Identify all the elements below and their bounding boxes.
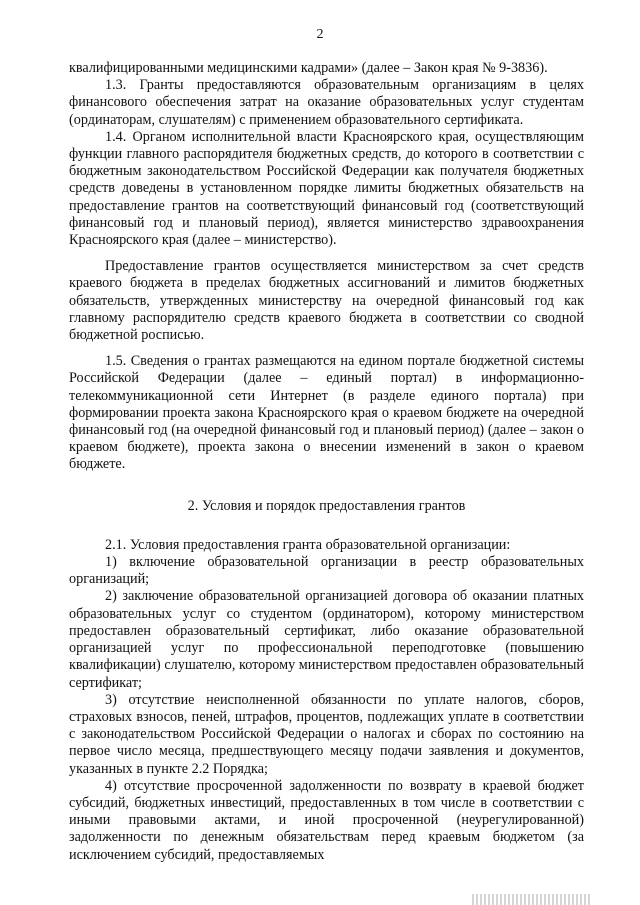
condition-item-3: 3) отсутствие неисполненной обязанности по уплате налогов, сборов, страховых взносов, пеней, штрафов, процентов, подлежащих уплате в соответствии с законодательством Российской Федерации о налогах и сборах по состоянию на первое число месяца, предшествующего месяцу подачи заявления и документов, указанных в пункте 2.2 Порядка; bbox=[69, 691, 584, 777]
condition-item-2: 2) заключение образовательной организацией договора об оказании платных образовательных услуг со студентом (ординатором), которому министерством предоставлен образовательный сертификат, либо оказание образовательной организацией услуг по профессиональной переподготовке (повышению квалификации) слушателю, которому министерством предоставлен образовательный сертификат; bbox=[69, 588, 584, 691]
document-body bbox=[69, 60, 584, 864]
condition-item-1: 1) включение образовательной организации в реестр образовательных организаций; bbox=[69, 554, 584, 588]
paragraph-1-4: 1.4. Органом исполнительной власти Красноярского края, осуществляющим функции главного распорядителя бюджетных средств, до которого в соответствии с бюджетным законодательством Российской Федерации как получателя бюджетных средств доведены в установленном порядке лимиты бюджетных обязательств на предоставление грантов на соответствующий финансовый год (соответствующий финансовый год и плановый период), является министерство здравоохранения Красноярского края (далее – министерство). bbox=[69, 128, 584, 249]
footer-stamp-mark bbox=[472, 894, 592, 905]
paragraph-continuation: квалифицированными медицинскими кадрами» (далее – Закон края № 9-3836). bbox=[69, 60, 548, 76]
paragraph-1-5: 1.5. Сведения о грантах размещаются на едином портале бюджетной системы Российской Федерации (далее – единый портал) в информационно-телекоммуникационной сети Интернет (в разделе единого портала) при формировании проекта закона Красноярского края о краевом бюджете на очередной финансовый год (на очередной финансовый год и плановый период) (далее – закон о краевом бюджете), проекта закона о внесении изменений в закон о краевом бюджете. bbox=[69, 353, 584, 473]
section-heading: 2. Условия и порядок предоставления грантов bbox=[187, 497, 466, 514]
condition-item-4: 4) отсутствие просроченной задолженности по возврату в краевой бюджет субсидий, бюджетных инвестиций, предоставленных в том числе в соответствии с иными правовыми актами, и иной просроченной (неурегулированной) задолженности по денежным обязательствам перед краевым бюджетом (за исключением субсидий, предоставляемых bbox=[69, 777, 584, 863]
paragraph-1-3: 1.3. Гранты предоставляются образовательным организациям в целях финансового обеспечения затрат на оказание образовательных услуг студентам (ординаторам, слушателям) с применением образовательного сертификата. bbox=[69, 77, 584, 128]
page-number: 2 bbox=[316, 27, 324, 42]
paragraph-2-1: 2.1. Условия предоставления гранта образовательной организации: bbox=[105, 536, 511, 553]
paragraph-grants-funding: Предоставление грантов осуществляется министерством за счет средств краевого бюджета в пределах бюджетных ассигнований и лимитов бюджетных обязательств, утвержденных министерству на очередной финансовый год как главному распорядителю средств краевого бюджета в соответствии со сводной бюджетной росписью. bbox=[69, 258, 584, 344]
